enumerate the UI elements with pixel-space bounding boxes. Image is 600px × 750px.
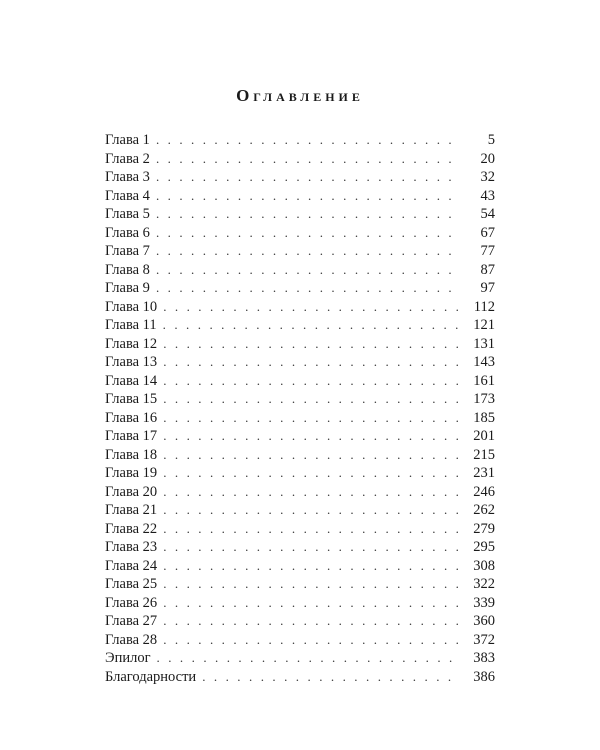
dot-leader	[202, 668, 459, 687]
toc-entry-page-number: 77	[480, 243, 495, 259]
dot-leader	[163, 501, 459, 520]
toc-entry-page-number: 185	[473, 409, 495, 426]
toc-entry[interactable]	[105, 279, 495, 298]
toc-entry-label: Эпилог	[105, 650, 151, 666]
toc-entry[interactable]	[105, 483, 495, 502]
dot-leader	[163, 594, 459, 613]
toc-entry-label: Глава 19	[105, 465, 158, 481]
toc-entry-page-number: 161	[473, 372, 495, 389]
dot-leader	[157, 649, 459, 668]
toc-entry-page-number: 383	[473, 650, 495, 666]
toc-entry-label: Глава 20	[105, 483, 158, 500]
toc-entry[interactable]	[105, 372, 495, 391]
toc-entry-page-number: 322	[473, 576, 495, 592]
toc-entry-label: Глава 23	[105, 539, 158, 555]
toc-entry-page-number: 295	[473, 539, 495, 555]
toc-entry-label: Глава 4	[105, 187, 150, 204]
toc-entry[interactable]	[105, 224, 495, 243]
toc-entry-label: Глава 12	[105, 335, 158, 352]
dot-leader	[156, 261, 459, 280]
toc-entry-label: Глава 16	[105, 409, 158, 426]
toc-entry-page-number: 308	[473, 557, 495, 574]
toc-entry[interactable]	[105, 446, 495, 465]
toc-entry-page-number: 201	[473, 428, 495, 444]
toc-entry-page-number: 54	[480, 206, 495, 222]
toc-entry-label: Глава 17	[105, 428, 158, 444]
toc-entry-label: Глава 2	[105, 150, 150, 167]
toc-entry-page-number: 279	[473, 520, 495, 537]
dot-leader	[163, 298, 459, 317]
toc-entry[interactable]	[105, 150, 495, 169]
dot-leader	[163, 316, 459, 335]
toc-entry-label: Глава 21	[105, 502, 158, 518]
toc-entry[interactable]	[105, 631, 495, 650]
toc-entry-label: Глава 8	[105, 261, 150, 278]
dot-leader	[156, 224, 459, 243]
toc-entry[interactable]	[105, 187, 495, 206]
toc-entry-label: Глава 25	[105, 576, 158, 592]
dot-leader	[163, 372, 459, 391]
dot-leader	[163, 575, 459, 594]
toc-entry-page-number: 112	[473, 298, 495, 315]
dot-leader	[163, 631, 459, 650]
toc-entry-page-number: 262	[473, 502, 495, 518]
dot-leader	[156, 279, 459, 298]
toc-entry-label: Глава 6	[105, 224, 150, 241]
toc-entry[interactable]	[105, 612, 495, 631]
toc-entry-label: Благодарности	[105, 668, 197, 685]
toc-entry-label: Глава 3	[105, 169, 150, 185]
toc-entry[interactable]	[105, 557, 495, 576]
dot-leader	[156, 205, 459, 224]
toc-entry-label: Глава 5	[105, 206, 150, 222]
toc-entry-label: Глава 13	[105, 354, 158, 370]
dot-leader	[163, 483, 459, 502]
toc-entry[interactable]	[105, 668, 495, 687]
toc-entry[interactable]	[105, 261, 495, 280]
toc-entry[interactable]	[105, 168, 495, 187]
dot-leader	[163, 427, 459, 446]
page-title: Оглавление	[236, 86, 364, 105]
dot-leader	[163, 557, 459, 576]
toc-entry[interactable]	[105, 409, 495, 428]
dot-leader	[156, 242, 459, 261]
toc-entry[interactable]	[105, 464, 495, 483]
toc-entry-label: Глава 24	[105, 557, 158, 574]
dot-leader	[163, 520, 459, 539]
toc-entry[interactable]	[105, 427, 495, 446]
toc-entry[interactable]	[105, 390, 495, 409]
toc-entry-page-number: 360	[473, 613, 495, 629]
toc-entry[interactable]	[105, 538, 495, 557]
toc-entry-page-number: 20	[480, 150, 495, 167]
toc-entry[interactable]	[105, 501, 495, 520]
dot-leader	[163, 612, 459, 631]
toc-entry[interactable]	[105, 575, 495, 594]
toc-entry-page-number: 97	[480, 280, 495, 296]
dot-leader	[163, 353, 459, 372]
toc-entry-label: Глава 28	[105, 631, 158, 648]
toc-entry[interactable]	[105, 205, 495, 224]
toc-entry-page-number: 372	[473, 631, 495, 648]
toc-entry-page-number: 386	[473, 668, 495, 685]
toc-entry-label: Глава 14	[105, 372, 158, 389]
toc-entry-page-number: 5	[487, 132, 495, 148]
dot-leader	[156, 150, 459, 169]
toc-entry-label: Глава 7	[105, 243, 150, 259]
toc-entry-label: Глава 22	[105, 520, 158, 537]
toc-entry-page-number: 173	[473, 391, 495, 407]
toc-entry[interactable]	[105, 131, 495, 150]
dot-leader	[163, 390, 459, 409]
toc-entry-page-number: 43	[480, 187, 495, 204]
toc-entry[interactable]	[105, 316, 495, 335]
toc-entry[interactable]	[105, 242, 495, 261]
toc-entry[interactable]	[105, 594, 495, 613]
toc-entry-page-number: 67	[480, 224, 495, 241]
dot-leader	[156, 168, 459, 187]
toc-entry-page-number: 231	[473, 465, 495, 481]
toc-entry-page-number: 143	[473, 354, 495, 370]
toc-entry-label: Глава 27	[105, 613, 158, 629]
dot-leader	[163, 335, 459, 354]
toc-entry[interactable]	[105, 353, 495, 372]
toc-entry-page-number: 339	[473, 594, 495, 611]
table-of-contents	[105, 131, 495, 686]
toc-entry-label: Глава 15	[105, 391, 158, 407]
dot-leader	[163, 538, 459, 557]
toc-entry[interactable]	[105, 335, 495, 354]
toc-entry[interactable]	[105, 520, 495, 539]
toc-entry-page-number: 87	[480, 261, 495, 278]
dot-leader	[163, 464, 459, 483]
toc-entry-page-number: 121	[473, 317, 495, 333]
toc-entry-label: Глава 26	[105, 594, 158, 611]
dot-leader	[156, 187, 459, 206]
toc-entry-label: Глава 11	[105, 317, 157, 333]
dot-leader	[163, 409, 459, 428]
toc-entry-label: Глава 18	[105, 446, 158, 463]
dot-leader	[163, 446, 459, 465]
toc-entry-page-number: 246	[473, 483, 495, 500]
toc-entry-page-number: 215	[473, 446, 495, 463]
toc-entry-label: Глава 10	[105, 298, 158, 315]
dot-leader	[156, 131, 459, 150]
toc-entry-label: Глава 1	[105, 132, 150, 148]
toc-entry[interactable]	[105, 649, 495, 668]
toc-entry-label: Глава 9	[105, 280, 150, 296]
toc-entry-page-number: 131	[473, 335, 495, 352]
toc-entry-page-number: 32	[480, 169, 495, 185]
toc-entry[interactable]	[105, 298, 495, 317]
